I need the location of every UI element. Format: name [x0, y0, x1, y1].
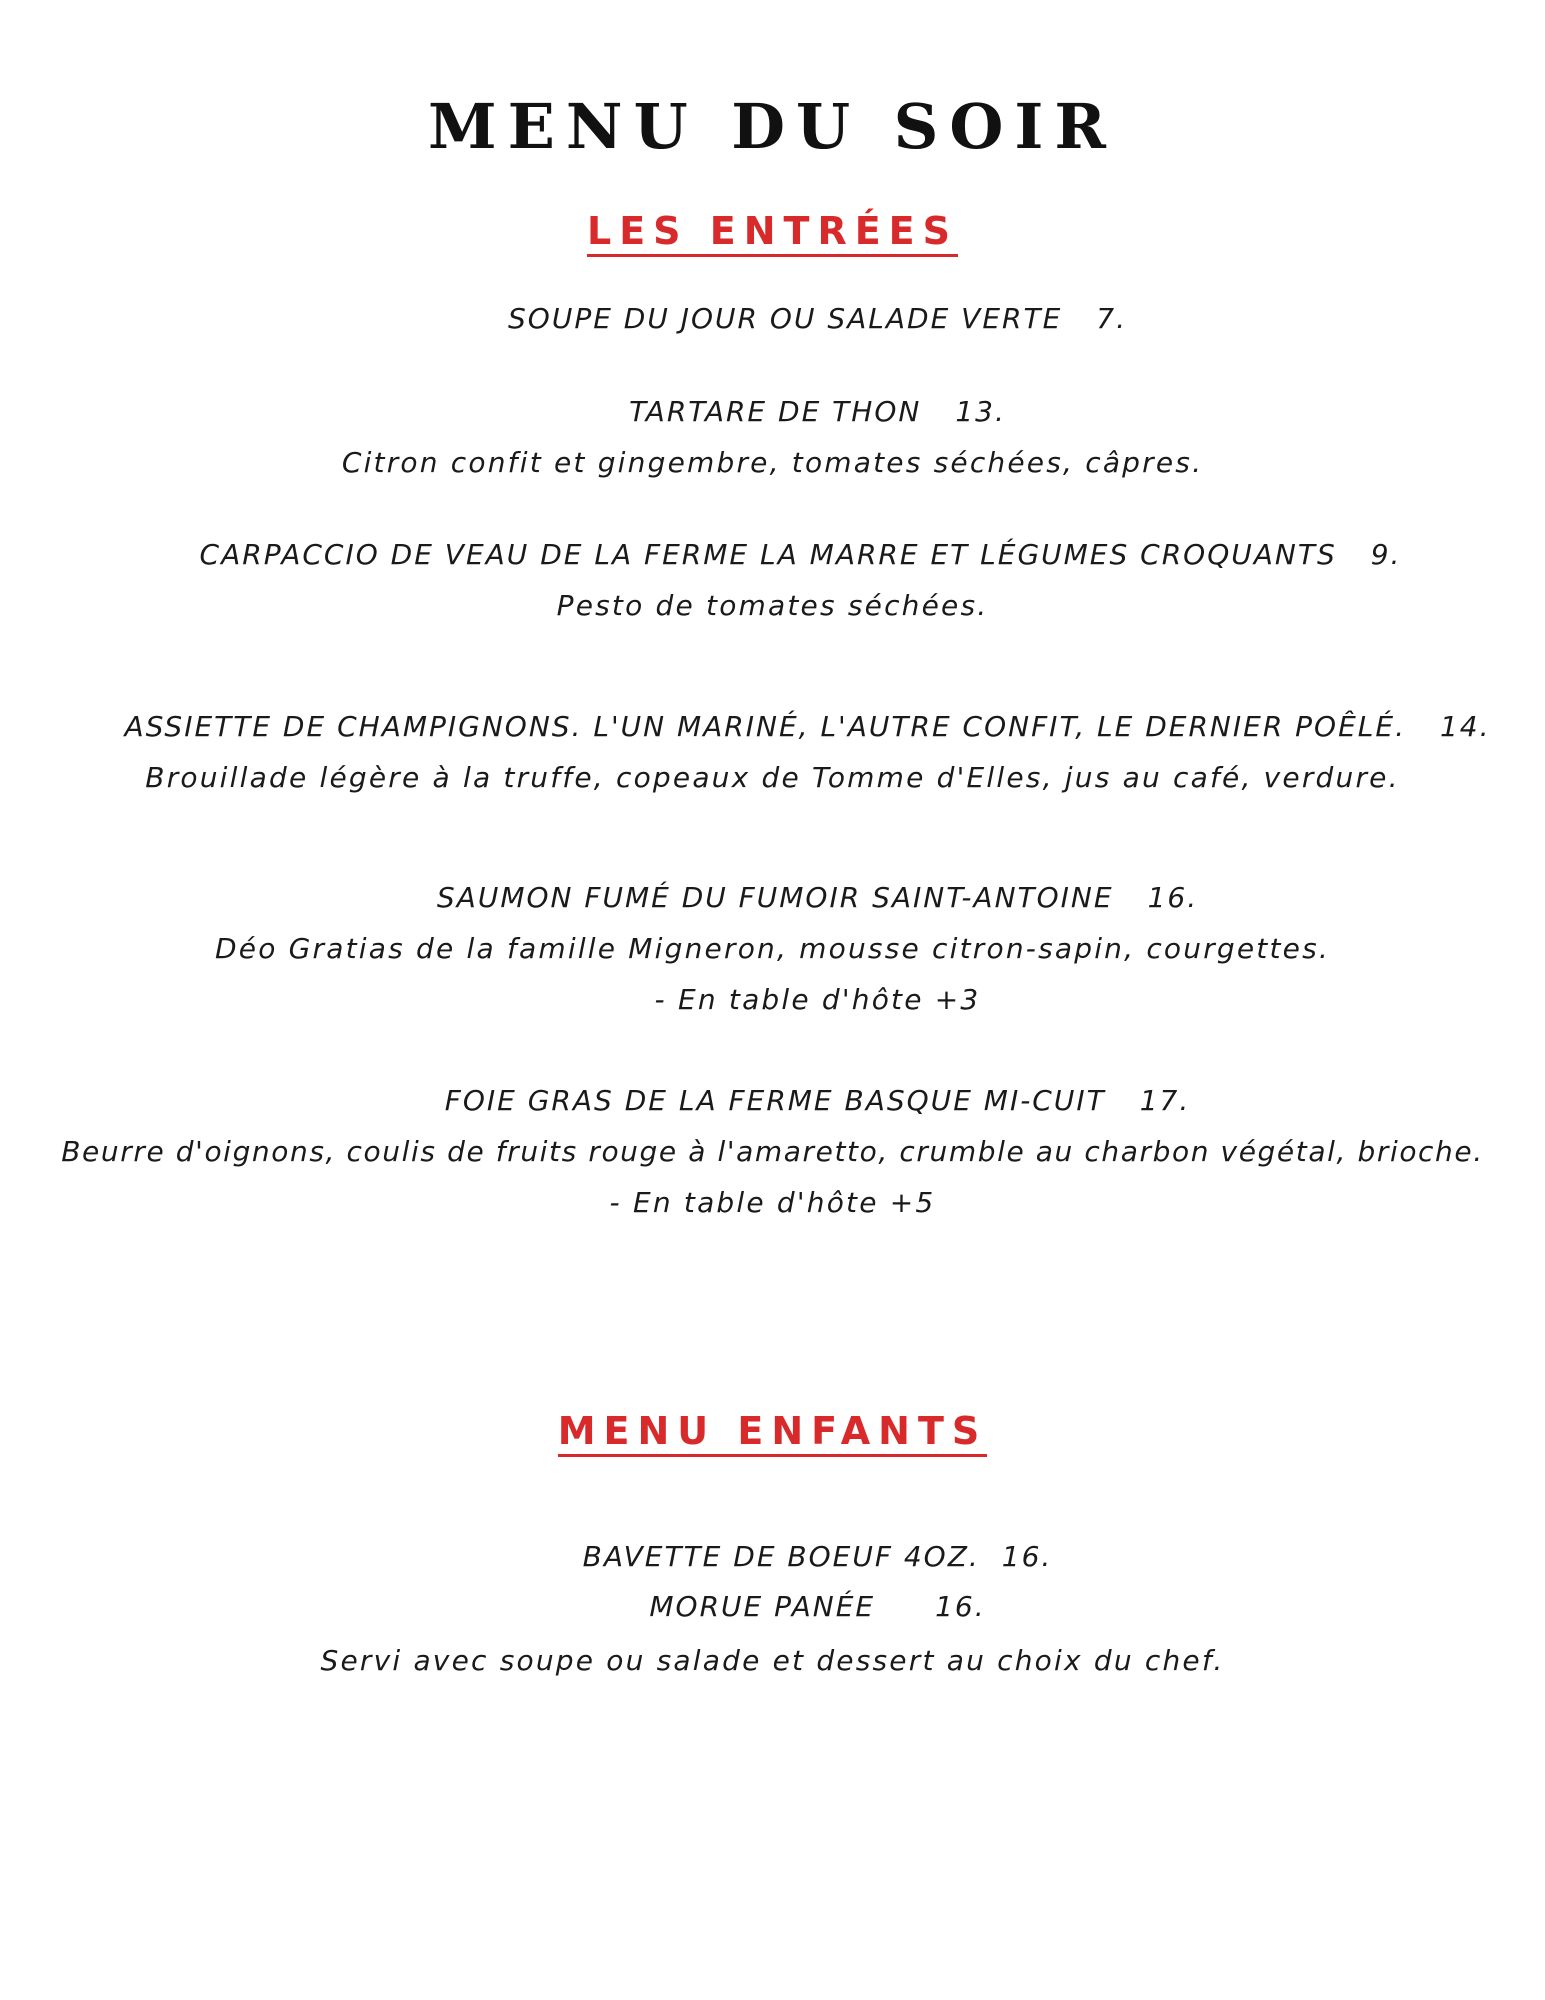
section-heading-enfants	[0, 1409, 1545, 1457]
menu-item-saumon	[0, 881, 1545, 915]
item-name: BAVETTE DE BOEUF 4OZ.	[582, 1540, 980, 1573]
item-description: Beurre d'oignons, coulis de fruits rouge à l'amaretto, crumble au charbon végétal, brioche.	[61, 1135, 1484, 1168]
item-description: Pesto de tomates séchées.	[556, 589, 989, 622]
section-footer-note: Servi avec soupe ou salade et dessert au choix du chef.	[320, 1644, 1225, 1677]
item-price: 16.	[1147, 881, 1199, 914]
item-name: TARTARE DE THON	[629, 395, 922, 428]
item-name: ASSIETTE DE CHAMPIGNONS. L'UN MARINÉ, L'AUTRE CONFIT, LE DERNIER POÊLÉ.	[124, 710, 1406, 743]
item-price: 17.	[1139, 1084, 1191, 1117]
menu-item-tartare	[0, 395, 1545, 429]
item-description: Citron confit et gingembre, tomates séchées, câpres.	[341, 446, 1204, 479]
item-price: 13.	[955, 395, 1006, 428]
menu-item-morue	[0, 1590, 1545, 1624]
item-price: 16.	[1001, 1540, 1053, 1573]
item-price: 9.	[1370, 538, 1402, 571]
item-name: CARPACCIO DE VEAU DE LA FERME LA MARRE ET LÉGUMES CROQUANTS	[199, 538, 1337, 571]
item-price: 16.	[935, 1590, 986, 1623]
page-title: MENU DU SOIR	[428, 90, 1117, 163]
menu-item-soupe	[0, 302, 1545, 336]
menu-item-foie-gras	[0, 1084, 1545, 1118]
item-description: Brouillade légère à la truffe, copeaux de Tomme d'Elles, jus au café, verdure.	[145, 761, 1400, 794]
item-note: - En table d'hôte +3	[654, 983, 981, 1016]
item-name: MORUE PANÉE	[649, 1590, 876, 1623]
item-price: 14.	[1439, 710, 1491, 743]
menu-item-bavette	[0, 1540, 1545, 1574]
section-heading-label: MENU ENFANTS	[558, 1412, 988, 1457]
item-name: SAUMON FUMÉ DU FUMOIR SAINT-ANTOINE	[436, 881, 1114, 914]
menu-item-champignons	[0, 710, 1545, 744]
section-heading-entrees	[0, 209, 1545, 257]
item-name: FOIE GRAS DE LA FERME BASQUE MI-CUIT	[444, 1084, 1106, 1117]
section-heading-label: LES ENTRÉES	[587, 212, 958, 257]
item-price: 7.	[1096, 302, 1127, 335]
menu-item-carpaccio	[0, 538, 1545, 572]
item-name: SOUPE DU JOUR OU SALADE VERTE	[508, 302, 1063, 335]
item-description: Déo Gratias de la famille Migneron, mousse citron-sapin, courgettes.	[215, 932, 1330, 965]
item-note: - En table d'hôte +5	[609, 1186, 936, 1219]
